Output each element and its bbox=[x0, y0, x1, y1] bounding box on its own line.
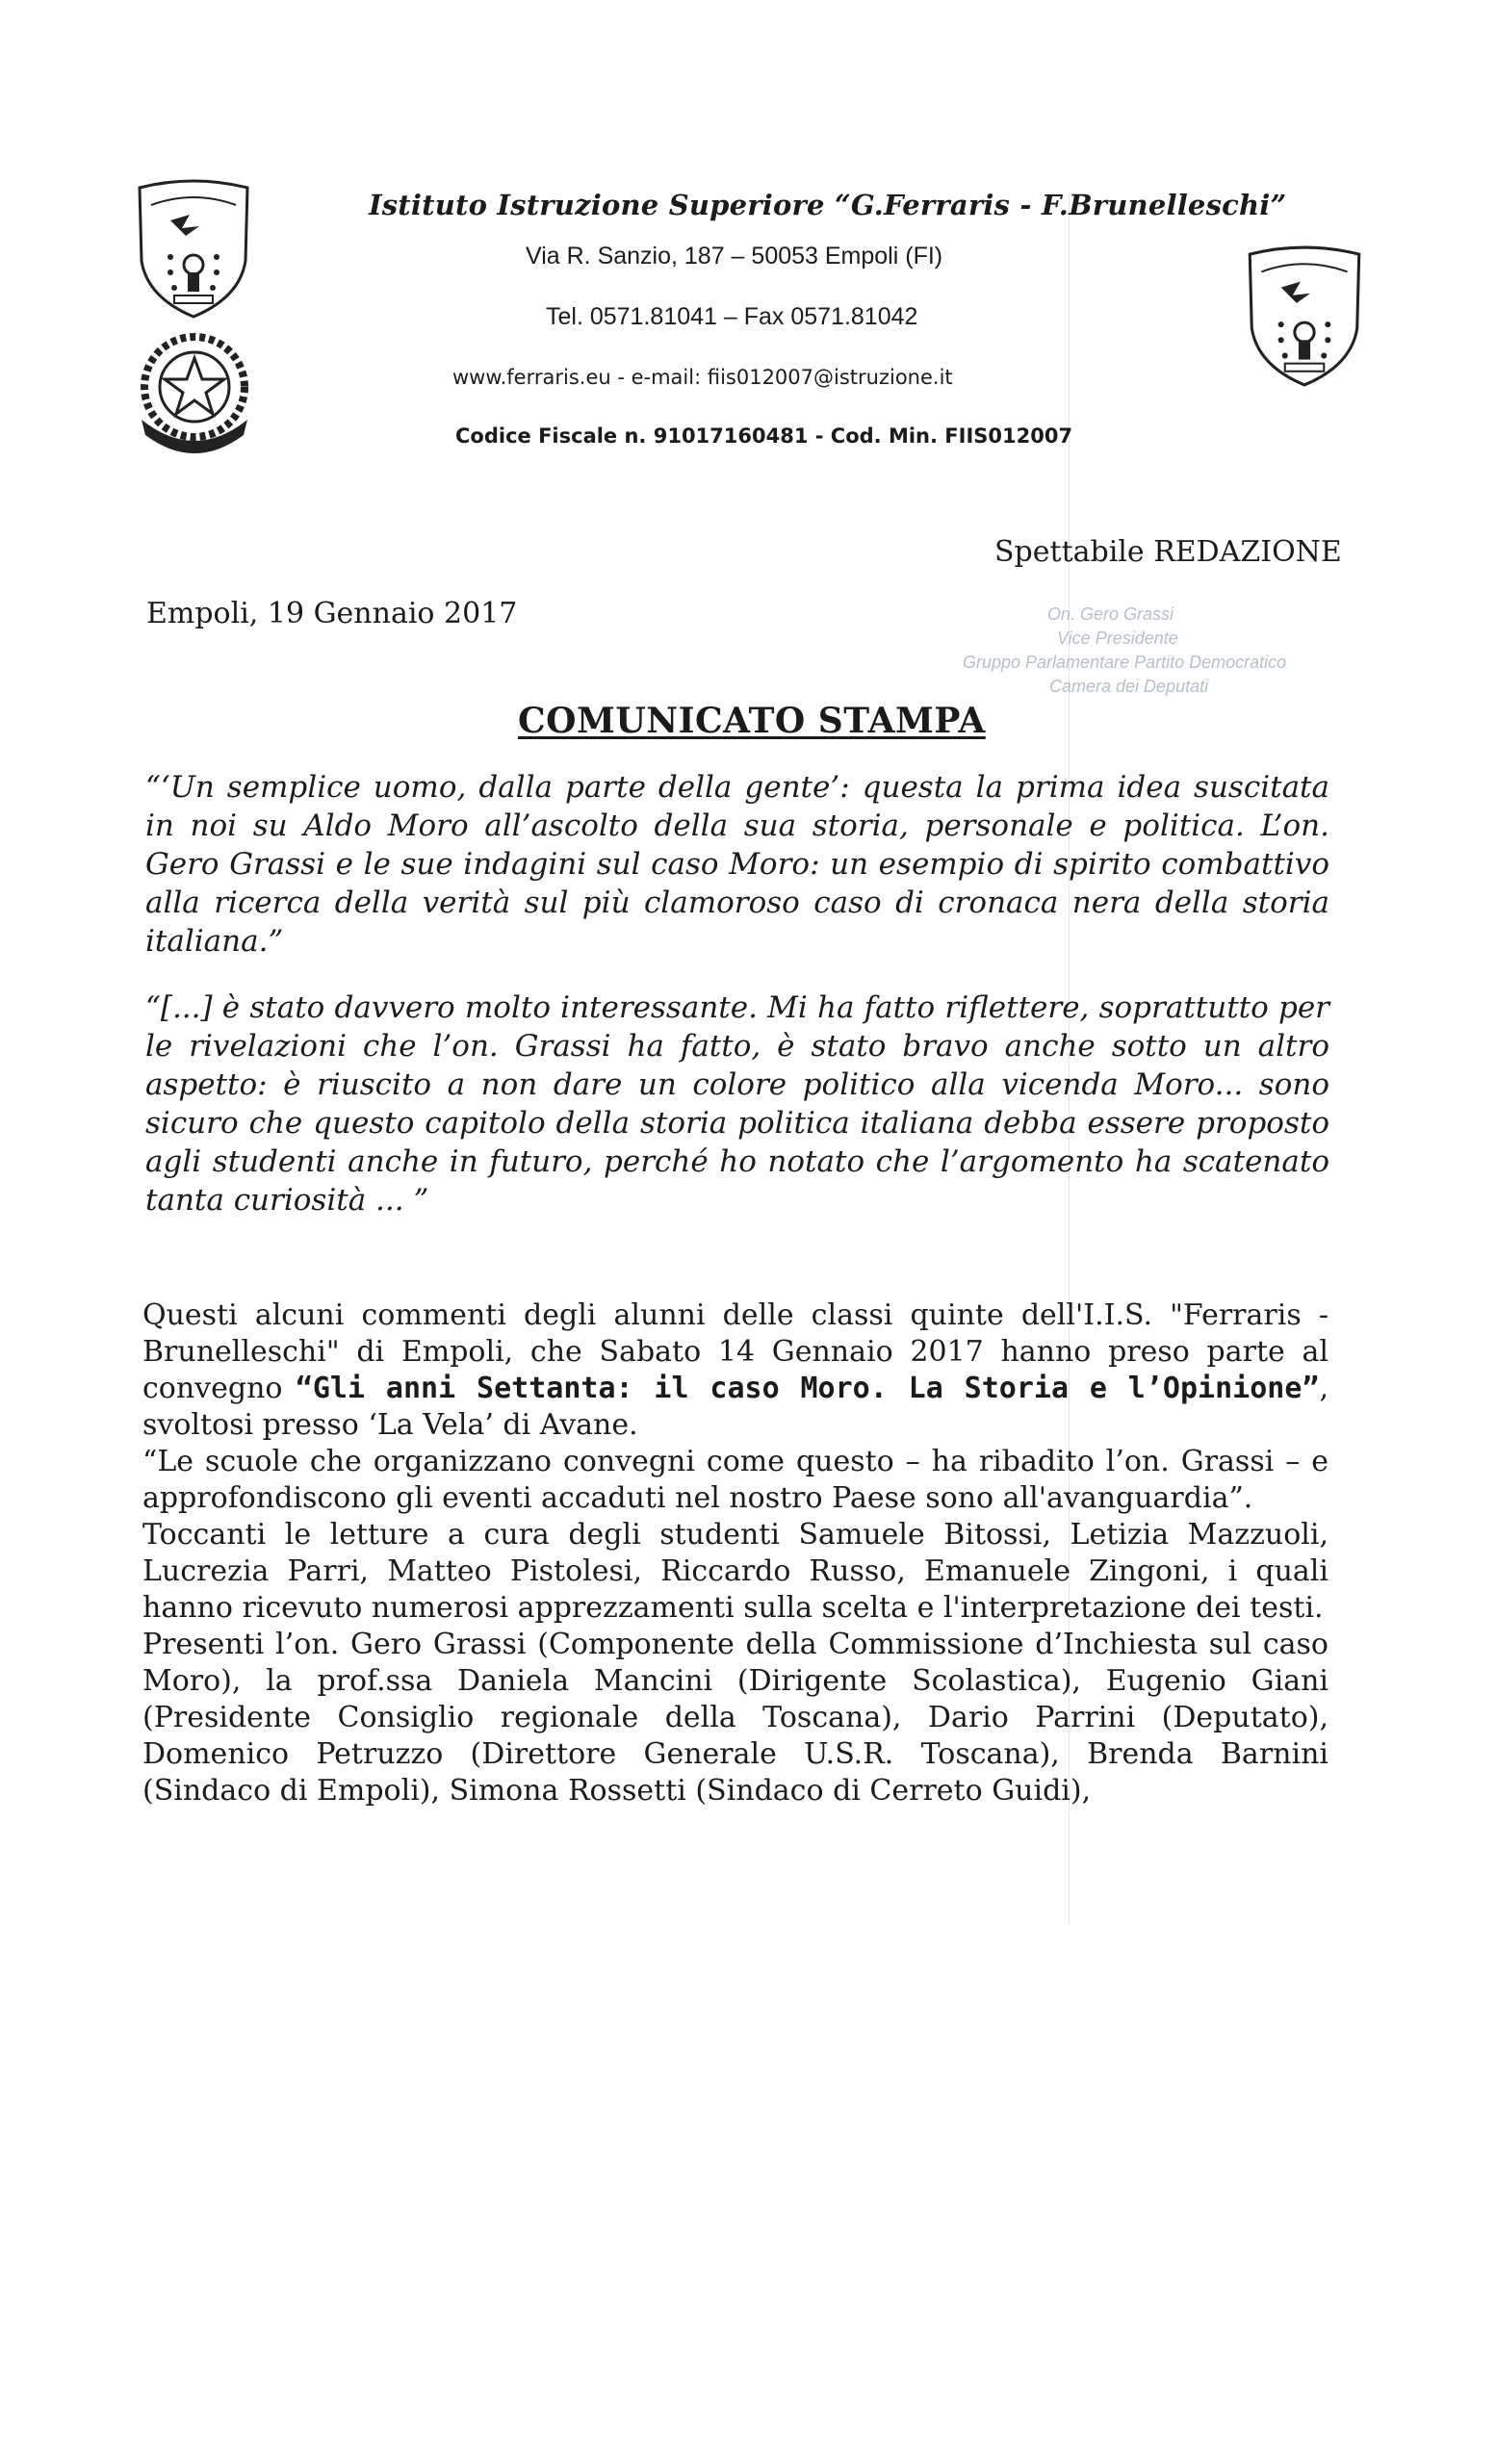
body-paragraph: Presenti l’on. Gero Grassi (Componente della Commissione d’Inchiesta sul caso Moro), la prof.ssa Daniela Mancini (Dirigente Scolastica), Eugenio Giani (Presidente Consiglio regionale della Toscana), Dario Parrini (Deputato), Domenico Petruzzo (Direttore Generale U.S.R. Toscana), Brenda Barnini (Sindaco di Empoli), Simona Rossetti (Sindaco di Cerreto Guidi), bbox=[142, 1628, 1328, 1808]
student-quote: “‘Un semplice uomo, dalla parte della gente’: questa la prima idea suscitata in noi su Aldo Moro all’ascolto della sua storia, personale e politica. L’on. Gero Grassi e le sue indagini sul caso Moro: un esempio di spirito combattivo alla ricerca della verità sul più clamoroso caso di cronaca nera della storia italiana.” bbox=[145, 770, 1329, 959]
school-crest-icon bbox=[132, 176, 255, 321]
body-paragraph: “Le scuole che organizzano convegni come questo – ha ribadito l’on. Grassi – e approfondiscono gli eventi accaduti nel nostro Paese sono all'avanguardia”. bbox=[142, 1445, 1328, 1515]
body-paragraph-tail: , svoltosi presso ‘La Vela’ di Avane. bbox=[142, 1372, 1328, 1442]
body-paragraph bbox=[142, 1297, 1328, 1444]
press-release-body bbox=[142, 1297, 1328, 1810]
institute-address: Via R. Sanzio, 187 – 50053 Empoli (FI) bbox=[526, 243, 943, 270]
recipient: Spettabile REDAZIONE bbox=[994, 535, 1342, 569]
conference-title: “Gli anni Settanta: il caso Moro. La Storia e l’Opinione” bbox=[295, 1372, 1320, 1405]
stamp-line: On. Gero Grassi bbox=[1047, 604, 1174, 624]
institute-name: Istituto Istruzione Superiore “G.Ferraris - F.Brunelleschi” bbox=[369, 189, 1287, 221]
faded-stamp bbox=[963, 603, 1348, 728]
body-paragraph-lead: Questi alcuni commenti degli alunni delle classi quinte dell'I.I.S. "Ferraris - Brunelleschi" di Empoli, che Sabato 14 Gennaio 2017 hanno preso parte al convegno bbox=[142, 1298, 1328, 1405]
stamp-line: Gruppo Parlamentare Partito Democratico bbox=[963, 653, 1287, 672]
institute-codes: Codice Fiscale n. 91017160481 - Cod. Min. FIIS012007 bbox=[455, 424, 1073, 448]
school-crest-icon bbox=[1242, 243, 1367, 389]
student-quote: “[...] è stato davvero molto interessante. Mi ha fatto riflettere, soprattutto per le rivelazioni che l’on. Grassi ha fatto, è stato bravo anche sotto un altro aspetto: è riuscito a non dare un colore politico alla vicenda Moro... sono sicuro che questo capitolo della storia politica italiana debba essere proposto agli studenti anche in futuro, perché ho notato che l’argomento ha scatenato tanta curiosità ... ” bbox=[145, 990, 1329, 1218]
institute-phone-fax: Tel. 0571.81041 – Fax 0571.81042 bbox=[546, 303, 918, 330]
stamp-line: Camera dei Deputati bbox=[1049, 677, 1209, 696]
stamp-line: Vice Presidente bbox=[1057, 629, 1178, 648]
italian-republic-emblem-icon bbox=[132, 327, 257, 454]
document-title: COMUNICATO STAMPA bbox=[518, 701, 986, 741]
body-paragraph: Toccanti le letture a cura degli studenti Samuele Bitossi, Letizia Mazzuoli, Lucrezia Parri, Matteo Pistolesi, Riccardo Russo, Emanuele Zingoni, i quali hanno ricevuto numerosi apprezzamenti sulla scelta e l'interpretazione dei testi. bbox=[142, 1518, 1328, 1625]
document-date: Empoli, 19 Gennaio 2017 bbox=[146, 597, 518, 630]
institute-web-email: www.ferraris.eu - e-mail: fiis012007@istruzione.it bbox=[452, 366, 953, 389]
